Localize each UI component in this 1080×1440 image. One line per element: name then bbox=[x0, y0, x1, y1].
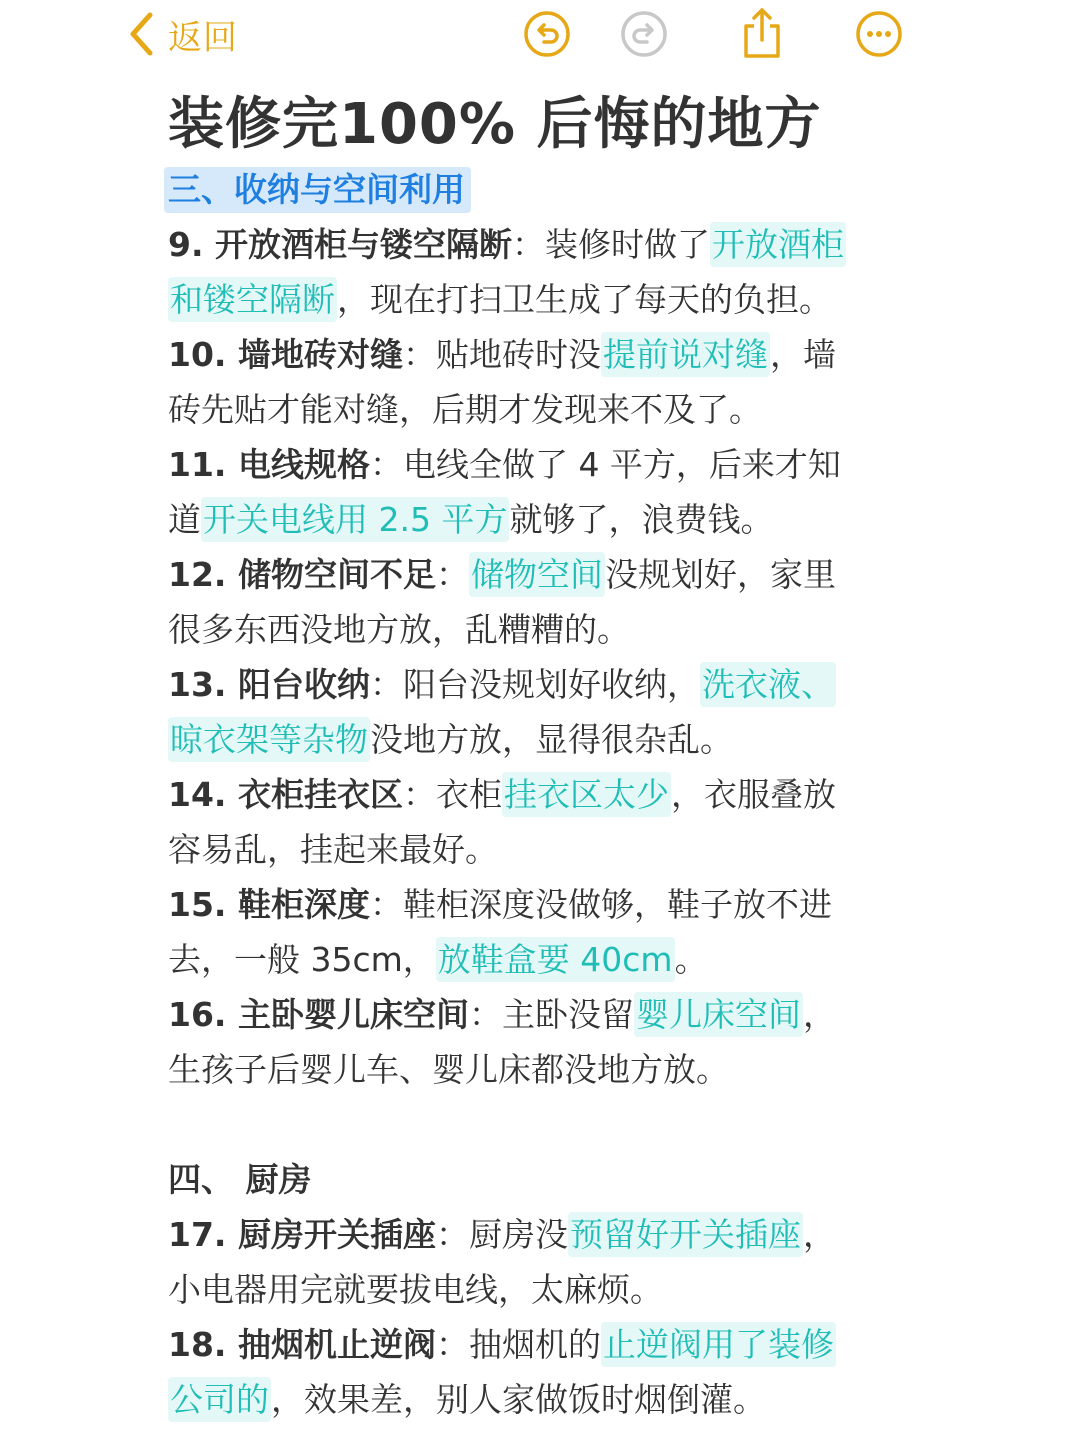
list-item bbox=[168, 657, 898, 712]
list-item bbox=[168, 767, 898, 822]
item-text: 就够了，浪费钱。 bbox=[509, 500, 774, 539]
item-lead: 15. 鞋柜深度 bbox=[168, 885, 370, 924]
item-highlight: 提前说对缝 bbox=[601, 332, 770, 377]
item-highlight: 晾衣架等杂物 bbox=[168, 717, 370, 762]
list-item-continued bbox=[168, 272, 898, 327]
list-item bbox=[168, 547, 898, 602]
item-text: 阳台没规划好收纳， bbox=[402, 665, 700, 704]
item-lead: 17. 厨房开关插座 bbox=[168, 1215, 436, 1254]
item-text: 厨房没 bbox=[468, 1215, 568, 1254]
item-text: 贴地砖时没 bbox=[435, 335, 601, 374]
item-text: 主卧没留 bbox=[501, 995, 634, 1034]
item-highlight: 预留好开关插座 bbox=[568, 1212, 803, 1257]
share-icon bbox=[738, 6, 786, 60]
undo-button[interactable] bbox=[523, 10, 571, 58]
item-text: 砖先贴才能对缝，后期才发现来不及了。 bbox=[168, 390, 762, 429]
item-separator: ： bbox=[468, 995, 502, 1034]
item-separator: ： bbox=[369, 445, 403, 484]
back-button[interactable] bbox=[128, 12, 238, 56]
item-text: 没规划好，家里 bbox=[604, 555, 836, 594]
item-text: 装修时做了 bbox=[545, 225, 710, 264]
list-item-continued bbox=[168, 382, 898, 437]
item-lead: 18. 抽烟机止逆阀 bbox=[168, 1325, 436, 1364]
item-highlight: 挂衣区太少 bbox=[502, 772, 671, 817]
item-highlight: 洗衣液、 bbox=[700, 662, 836, 707]
list-item bbox=[168, 327, 898, 382]
item-lead: 13. 阳台收纳 bbox=[168, 665, 370, 704]
note-title: 装修完100% 后悔的地方 bbox=[168, 92, 822, 157]
item-text: 生孩子后婴儿车、婴儿床都没地方放。 bbox=[168, 1050, 729, 1089]
list-item bbox=[168, 1207, 898, 1262]
section-heading-text: 四、 厨房 bbox=[168, 1160, 312, 1199]
list-item-continued bbox=[168, 1372, 898, 1427]
item-text: ， bbox=[802, 1215, 836, 1254]
item-text: 小电器用完就要拔电线，太麻烦。 bbox=[168, 1270, 663, 1309]
item-lead: 12. 储物空间不足 bbox=[168, 555, 436, 594]
more-icon bbox=[855, 10, 903, 58]
list-item-continued bbox=[168, 492, 898, 547]
item-text: 去，一般 35cm， bbox=[168, 940, 436, 979]
item-text: 鞋柜深度没做够，鞋子放不进 bbox=[402, 885, 832, 924]
item-separator: ： bbox=[402, 335, 436, 374]
item-highlight: 止逆阀用了装修 bbox=[601, 1322, 836, 1367]
list-item-continued bbox=[168, 602, 898, 657]
item-highlight: 开关电线用 2.5 平方 bbox=[201, 497, 509, 542]
item-highlight: 婴儿床空间 bbox=[634, 992, 803, 1037]
list-item bbox=[168, 217, 898, 272]
item-text: 没地方放，显得很杂乱。 bbox=[370, 720, 733, 759]
item-separator: ： bbox=[369, 885, 403, 924]
item-text: 衣柜 bbox=[435, 775, 502, 814]
section-heading-text: 三、收纳与空间利用 bbox=[164, 167, 471, 213]
list-item bbox=[168, 987, 898, 1042]
item-lead: 11. 电线规格 bbox=[168, 445, 370, 484]
item-separator: ： bbox=[402, 775, 436, 814]
item-text: 电线全做了 4 平方，后来才知 bbox=[402, 445, 841, 484]
item-text: 道 bbox=[168, 500, 201, 539]
top-toolbar bbox=[0, 0, 1080, 80]
list-item-continued bbox=[168, 712, 898, 767]
item-text: ，墙 bbox=[769, 335, 836, 374]
redo-icon bbox=[620, 10, 668, 58]
list-item bbox=[168, 877, 898, 932]
section-heading-storage bbox=[168, 162, 898, 217]
list-item bbox=[168, 437, 898, 492]
item-highlight: 和镂空隔断 bbox=[168, 277, 337, 322]
item-lead: 14. 衣柜挂衣区 bbox=[168, 775, 403, 814]
list-item-continued bbox=[168, 932, 898, 987]
item-lead: 9. 开放酒柜与镂空隔断 bbox=[168, 225, 512, 264]
item-text: 容易乱，挂起来最好。 bbox=[168, 830, 498, 869]
note-body[interactable] bbox=[168, 162, 898, 1427]
item-separator: ： bbox=[435, 1325, 469, 1364]
item-text: ，现在打扫卫生成了每天的负担。 bbox=[337, 280, 832, 319]
item-text: ， bbox=[802, 995, 836, 1034]
item-highlight: 储物空间 bbox=[469, 552, 605, 597]
item-highlight: 公司的 bbox=[168, 1377, 271, 1422]
item-separator: ： bbox=[512, 225, 545, 264]
item-separator: ： bbox=[369, 665, 403, 704]
item-separator: ： bbox=[435, 555, 469, 594]
section-heading-kitchen bbox=[168, 1152, 898, 1207]
item-text: 。 bbox=[674, 940, 708, 979]
item-separator: ： bbox=[435, 1215, 469, 1254]
item-text: 抽烟机的 bbox=[468, 1325, 601, 1364]
blank-line bbox=[168, 1097, 898, 1152]
item-lead: 10. 墙地砖对缝 bbox=[168, 335, 403, 374]
item-lead: 16. 主卧婴儿床空间 bbox=[168, 995, 469, 1034]
list-item-continued bbox=[168, 822, 898, 877]
redo-button[interactable] bbox=[620, 10, 668, 58]
list-item-continued bbox=[168, 1042, 898, 1097]
item-text: ，效果差，别人家做饭时烟倒灌。 bbox=[271, 1380, 766, 1419]
item-text: ，衣服叠放 bbox=[670, 775, 836, 814]
list-item bbox=[168, 1317, 898, 1372]
back-chevron-icon bbox=[128, 12, 154, 56]
list-item-continued bbox=[168, 1262, 898, 1317]
undo-icon bbox=[523, 10, 571, 58]
item-highlight: 开放酒柜 bbox=[710, 222, 846, 267]
more-button[interactable] bbox=[855, 10, 903, 58]
item-highlight: 放鞋盒要 40cm bbox=[436, 937, 675, 982]
item-text: 很多东西没地方放，乱糟糟的。 bbox=[168, 610, 630, 649]
share-button[interactable] bbox=[738, 6, 786, 60]
back-label: 返回 bbox=[168, 17, 238, 58]
